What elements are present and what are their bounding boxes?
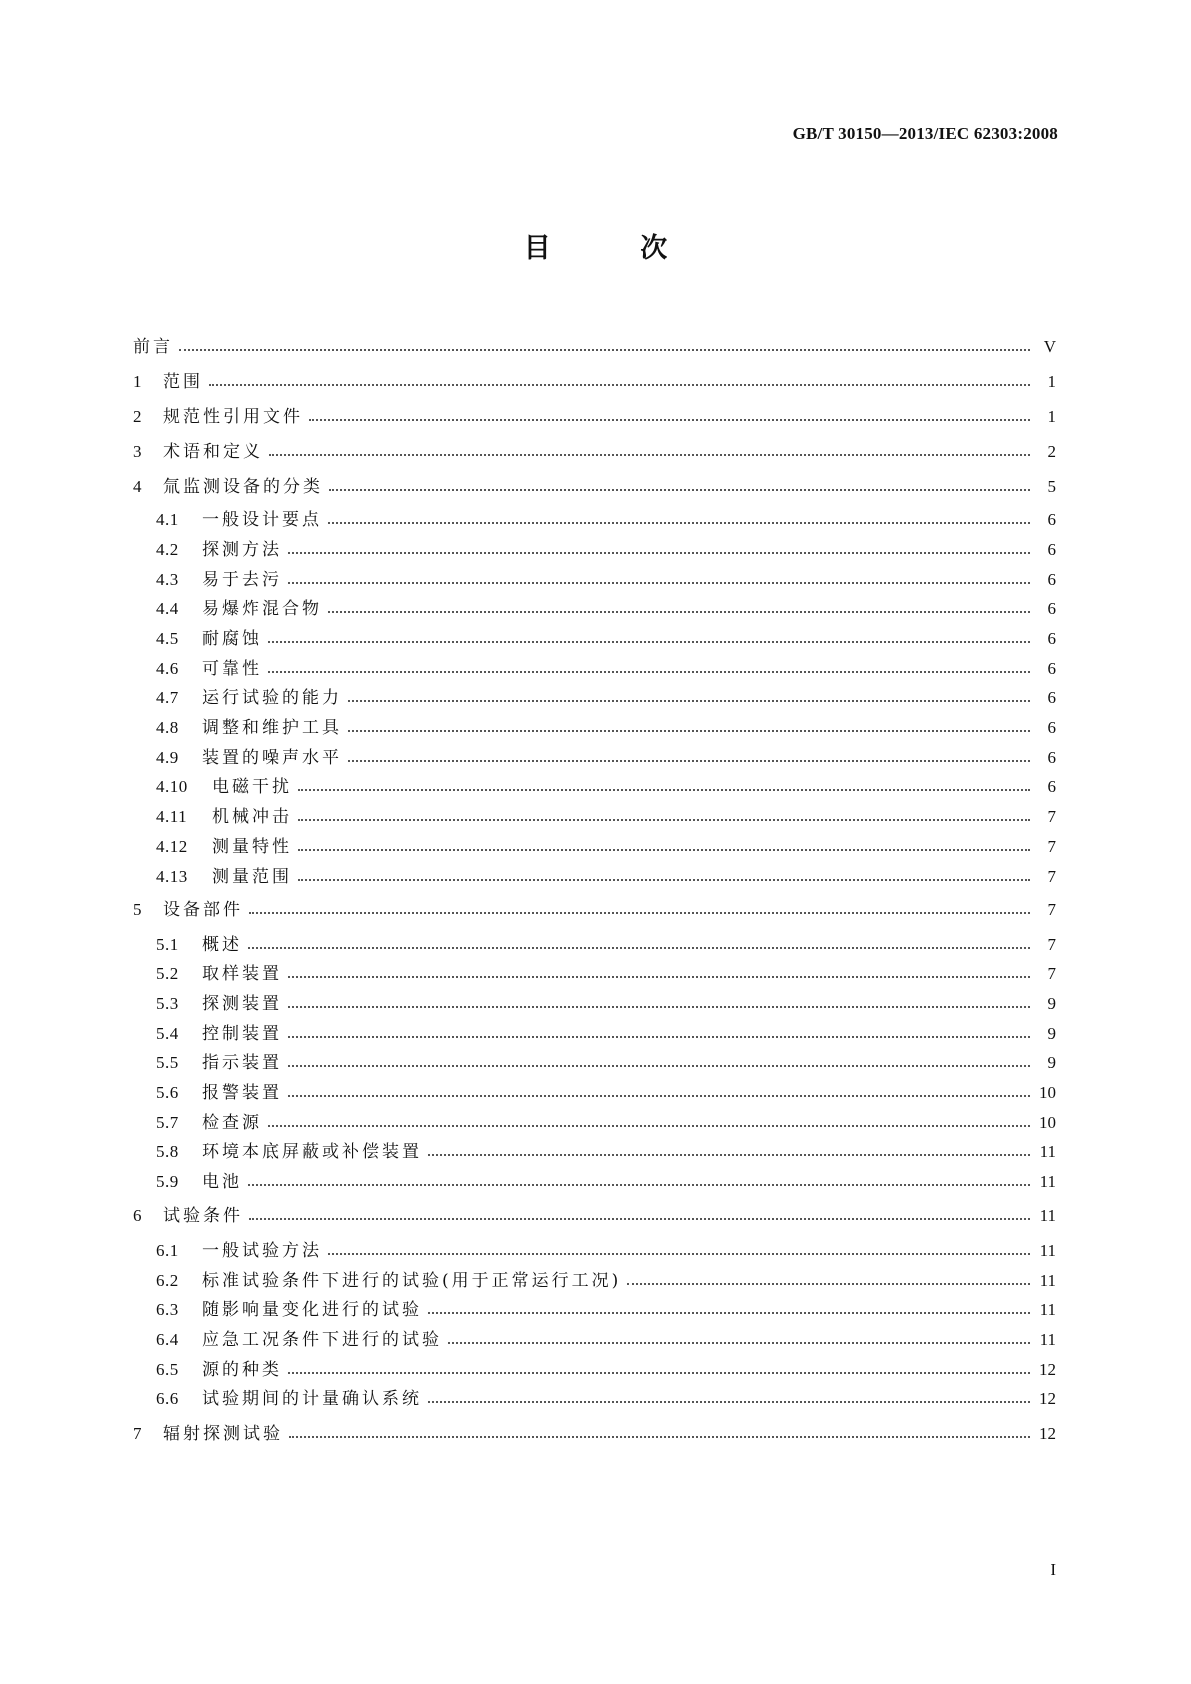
- toc-entry[interactable]: [133, 333, 1056, 357]
- toc-dot-leader: [288, 976, 1030, 978]
- toc-entry-title: 指示装置: [202, 1053, 282, 1073]
- toc-dot-leader: [298, 849, 1030, 851]
- toc-dot-leader: [348, 700, 1030, 702]
- toc-entry[interactable]: [156, 1138, 1056, 1162]
- toc-entry-number: 6.5: [156, 1360, 179, 1379]
- toc-dot-leader: [448, 1342, 1030, 1344]
- toc-entry[interactable]: [156, 1049, 1056, 1073]
- toc-entry[interactable]: [156, 1385, 1056, 1409]
- toc-entry-page: 1: [1047, 407, 1056, 426]
- toc-entry[interactable]: [156, 744, 1056, 768]
- toc-entry-number: 4.11: [156, 807, 188, 826]
- toc-entry[interactable]: [156, 1237, 1056, 1261]
- toc-entry-page: 7: [1047, 964, 1056, 983]
- toc-entry-page: 1: [1047, 372, 1056, 391]
- toc-entry-page: 12: [1039, 1360, 1056, 1379]
- toc-entry-page: 6: [1047, 777, 1056, 796]
- toc-entry-number: 5: [133, 900, 142, 919]
- toc-entry-title: 耐腐蚀: [202, 629, 262, 649]
- toc-entry-page: 7: [1047, 935, 1056, 954]
- toc-dot-leader: [288, 1065, 1030, 1067]
- toc-entry-number: 5.1: [156, 935, 179, 954]
- toc-entry-page: 7: [1047, 900, 1056, 919]
- toc-entry-title: 易爆炸混合物: [202, 599, 322, 619]
- toc-entry-page: 10: [1039, 1113, 1056, 1132]
- toc-entry[interactable]: [156, 1356, 1056, 1380]
- toc-entry-title: 规范性引用文件: [163, 407, 303, 427]
- toc-entry[interactable]: [156, 1326, 1056, 1350]
- toc-dot-leader: [248, 1184, 1030, 1186]
- toc-dot-leader: [328, 611, 1030, 613]
- toc-entry[interactable]: [156, 506, 1056, 530]
- toc-entry-title: 一般设计要点: [202, 510, 322, 530]
- toc-entry-title: 易于去污: [202, 570, 282, 590]
- toc-entry[interactable]: [156, 1079, 1056, 1103]
- toc-entry-title: 探测装置: [202, 994, 282, 1014]
- toc-entry-number: 4.13: [156, 867, 188, 886]
- toc-entry-title: 一般试验方法: [202, 1241, 322, 1261]
- toc-entry-number: 5.4: [156, 1024, 179, 1043]
- toc-entry-number: 4.4: [156, 599, 179, 618]
- toc-entry-number: 1: [133, 372, 142, 391]
- toc-entry-page: 11: [1039, 1172, 1056, 1191]
- toc-dot-leader: [268, 671, 1030, 673]
- toc-entry-title: 测量范围: [212, 867, 292, 887]
- toc-entry-number: 6.6: [156, 1389, 179, 1408]
- toc-entry-number: 4: [133, 477, 142, 496]
- toc-entry[interactable]: [156, 960, 1056, 984]
- toc-dot-leader: [249, 912, 1030, 914]
- toc-entry[interactable]: [133, 438, 1056, 462]
- toc-entry-number: 4.10: [156, 777, 188, 796]
- toc-dot-leader: [298, 819, 1030, 821]
- toc-entry-title: 机械冲击: [212, 807, 292, 827]
- toc-entry[interactable]: [156, 536, 1056, 560]
- toc-entry-title: 试验期间的计量确认系统: [202, 1389, 422, 1409]
- toc-entry-number: 2: [133, 407, 142, 426]
- toc-entry-number: 6.2: [156, 1271, 179, 1290]
- toc-entry-page: 9: [1047, 1053, 1056, 1072]
- toc-entry-number: 6: [133, 1206, 142, 1225]
- toc-entry-number: 4.8: [156, 718, 179, 737]
- toc-entry-number: 4.3: [156, 570, 179, 589]
- toc-entry[interactable]: [156, 1168, 1056, 1192]
- toc-dot-leader: [298, 879, 1030, 881]
- toc-entry-title: 可靠性: [202, 659, 262, 679]
- toc-entry[interactable]: [156, 833, 1056, 857]
- toc-dot-leader: [209, 384, 1030, 386]
- toc-dot-leader: [428, 1154, 1030, 1156]
- toc-entry-page: 5: [1047, 477, 1056, 496]
- toc-entry[interactable]: [156, 1109, 1056, 1133]
- toc-entry-title: 试验条件: [163, 1206, 243, 1226]
- toc-dot-leader: [627, 1283, 1030, 1285]
- toc-entry-page: 6: [1047, 599, 1056, 618]
- toc-dot-leader: [179, 349, 1030, 351]
- toc-entry-number: 5.9: [156, 1172, 179, 1191]
- toc-entry[interactable]: [156, 1267, 1056, 1291]
- toc-entry-number: 4.6: [156, 659, 179, 678]
- toc-entry-title: 控制装置: [202, 1024, 282, 1044]
- toc-dot-leader: [309, 419, 1030, 421]
- toc-entry-page: 7: [1047, 867, 1056, 886]
- toc-entry[interactable]: [156, 990, 1056, 1014]
- toc-dot-leader: [298, 789, 1030, 791]
- toc-entry-title: 辐射探测试验: [163, 1424, 283, 1444]
- toc-entry-page: 6: [1047, 570, 1056, 589]
- toc-entry-page: 10: [1039, 1083, 1056, 1102]
- toc-dot-leader: [288, 1095, 1030, 1097]
- toc-entry-page: 12: [1039, 1389, 1056, 1408]
- toc-dot-leader: [288, 1036, 1030, 1038]
- toc-entry-title: 标准试验条件下进行的试验(用于正常运行工况): [202, 1271, 622, 1291]
- toc-dot-leader: [288, 552, 1030, 554]
- toc-dot-leader: [269, 454, 1030, 456]
- standard-code: GB/T 30150—2013/IEC 62303:2008: [792, 124, 1058, 143]
- toc-entry-number: 6.3: [156, 1300, 179, 1319]
- toc-entry-title: 探测方法: [202, 540, 282, 560]
- toc-entry-number: 4.5: [156, 629, 179, 648]
- toc-entry-number: 5.2: [156, 964, 179, 983]
- toc-dot-leader: [348, 760, 1030, 762]
- toc-entry-title: 运行试验的能力: [202, 688, 342, 708]
- toc-entry[interactable]: [156, 1296, 1056, 1320]
- toc-dot-leader: [288, 1006, 1030, 1008]
- toc-entry-title: 范围: [163, 372, 203, 392]
- toc-entry[interactable]: [133, 1202, 1056, 1226]
- toc-entry-title: 装置的噪声水平: [202, 748, 342, 768]
- toc-entry[interactable]: [156, 655, 1056, 679]
- toc-entry[interactable]: [133, 403, 1056, 427]
- toc-entry-page: 6: [1047, 748, 1056, 767]
- toc-entry-title: 环境本底屏蔽或补偿装置: [202, 1142, 422, 1162]
- toc-dot-leader: [288, 1372, 1030, 1374]
- toc-dot-leader: [328, 522, 1030, 524]
- toc-entry[interactable]: [156, 714, 1056, 738]
- toc-entry-page: 7: [1047, 807, 1056, 826]
- toc-entry-page: 11: [1039, 1206, 1056, 1225]
- toc-entry-page: 11: [1039, 1300, 1056, 1319]
- toc-entry-title: 电池: [202, 1172, 242, 1192]
- toc-entry[interactable]: [133, 368, 1056, 392]
- toc-entry-number: 6.4: [156, 1330, 179, 1349]
- toc-dot-leader: [248, 947, 1030, 949]
- toc-entry-number: 4.12: [156, 837, 188, 856]
- toc-entry[interactable]: [133, 473, 1056, 497]
- toc-entry[interactable]: [133, 1420, 1056, 1444]
- toc-entry-number: 5.6: [156, 1083, 179, 1102]
- toc-entry-page: 11: [1039, 1142, 1056, 1161]
- toc-entry-title: 前言: [133, 337, 173, 357]
- toc-entry-page: 11: [1039, 1241, 1056, 1260]
- toc-entry-page: 12: [1039, 1424, 1056, 1443]
- toc-entry[interactable]: [156, 931, 1056, 955]
- toc-entry-number: 3: [133, 442, 142, 461]
- toc-entry-title: 取样装置: [202, 964, 282, 984]
- toc-entry-number: 7: [133, 1424, 142, 1443]
- toc-entry[interactable]: [156, 863, 1056, 887]
- toc-entry[interactable]: [133, 896, 1056, 920]
- page-number: I: [1050, 1560, 1056, 1579]
- toc-dot-leader: [329, 489, 1030, 491]
- toc-entry-title: 报警装置: [202, 1083, 282, 1103]
- toc-entry[interactable]: [156, 566, 1056, 590]
- toc-entry[interactable]: [156, 1020, 1056, 1044]
- toc-entry-number: 5.8: [156, 1142, 179, 1161]
- toc-entry-number: 6.1: [156, 1241, 179, 1260]
- toc-entry[interactable]: [156, 595, 1056, 619]
- toc-entry-page: 11: [1039, 1271, 1056, 1290]
- toc-dot-leader: [328, 1253, 1030, 1255]
- toc-entry-title: 概述: [202, 935, 242, 955]
- toc-entry-page: 6: [1047, 688, 1056, 707]
- toc-entry-title: 设备部件: [163, 900, 243, 920]
- toc-entry[interactable]: [156, 684, 1056, 708]
- toc-entry-title: 检查源: [202, 1113, 262, 1133]
- toc-dot-leader: [288, 582, 1030, 584]
- toc-entry-page: 6: [1047, 718, 1056, 737]
- toc-dot-leader: [348, 730, 1030, 732]
- toc-entry-number: 5.5: [156, 1053, 179, 1072]
- page-title: 目 次: [523, 233, 708, 264]
- toc-entry-title: 氚监测设备的分类: [163, 477, 323, 497]
- toc-entry-page: 7: [1047, 837, 1056, 856]
- toc-entry-number: 4.9: [156, 748, 179, 767]
- toc-entry-title: 随影响量变化进行的试验: [202, 1300, 422, 1320]
- toc-entry-page: 9: [1047, 1024, 1056, 1043]
- toc-entry-number: 4.7: [156, 688, 179, 707]
- toc-entry-page: 11: [1039, 1330, 1056, 1349]
- toc-entry-number: 5.3: [156, 994, 179, 1013]
- toc-entry[interactable]: [156, 773, 1056, 797]
- toc-entry-page: V: [1043, 337, 1056, 356]
- toc-entry-number: 4.2: [156, 540, 179, 559]
- toc-entry[interactable]: [156, 803, 1056, 827]
- toc-entry-title: 测量特性: [212, 837, 292, 857]
- toc-entry-page: 2: [1047, 442, 1056, 461]
- toc-entry[interactable]: [156, 625, 1056, 649]
- toc-dot-leader: [249, 1218, 1030, 1220]
- toc-dot-leader: [268, 1125, 1030, 1127]
- toc-dot-leader: [268, 641, 1030, 643]
- toc-entry-page: 9: [1047, 994, 1056, 1013]
- toc-entry-title: 电磁干扰: [212, 777, 292, 797]
- toc-entry-title: 调整和维护工具: [202, 718, 342, 738]
- toc-dot-leader: [428, 1312, 1030, 1314]
- toc-entry-title: 应急工况条件下进行的试验: [202, 1330, 442, 1350]
- toc-entry-page: 6: [1047, 659, 1056, 678]
- toc-dot-leader: [428, 1401, 1030, 1403]
- toc-entry-page: 6: [1047, 540, 1056, 559]
- toc-entry-page: 6: [1047, 510, 1056, 529]
- toc-entry-number: 5.7: [156, 1113, 179, 1132]
- toc-entry-number: 4.1: [156, 510, 179, 529]
- toc-entry-title: 源的种类: [202, 1360, 282, 1380]
- toc-entry-title: 术语和定义: [163, 442, 263, 462]
- toc-dot-leader: [289, 1436, 1030, 1438]
- toc-entry-page: 6: [1047, 629, 1056, 648]
